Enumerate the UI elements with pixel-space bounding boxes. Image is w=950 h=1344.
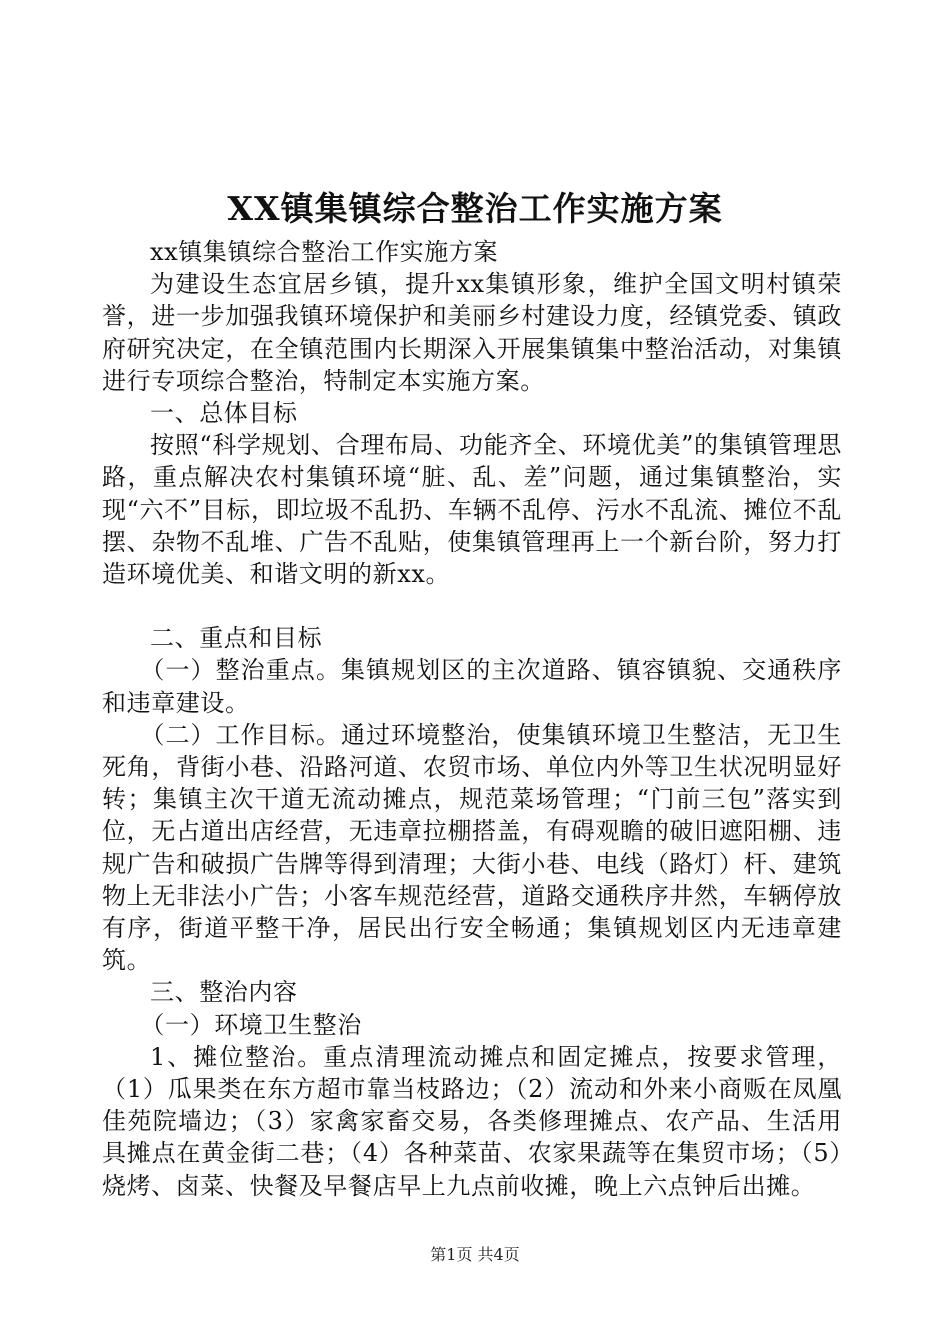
subsection-heading-1: （一）环境卫生整治 [140,1010,362,1039]
section-heading-1: 一、总体目标 [150,399,298,428]
document-body [102,236,842,1202]
paragraph-gap [102,590,842,622]
section-heading-3: 三、整治内容 [150,978,298,1007]
body-paragraph-focus: （一）整治重点。集镇规划区的主次道路、镇容镇貌、交通秩序和违章建设。 [102,656,842,717]
body-paragraph-stalls: 1、摊位整治。重点清理流动摊点和固定摊点，按要求管理，（1）瓜果类在东方超市靠当枝路边；（2）流动和外来小商贩在凤凰佳苑院墙边；（3）家禽家畜交易，各类修理摊点、农产品、生活用具摊点在黄金街二巷；（4）各种菜苗、农家果蔬等在集贸市场；（5）烧烤、卤菜、快餐及早餐店早上九点前收摊，晚上六点钟后出摊。 [102,1042,842,1200]
body-paragraph-targets: （二）工作目标。通过环境整治，使集镇环境卫生整洁，无卫生死角，背街小巷、沿路河道、农贸市场、单位内外等卫生状况明显好转；集镇主次干道无流动摊点，规范菜场管理；“门前三包”落实到位，无占道出店经营，无违章拉棚搭盖，有碍观瞻的破旧遮阳棚、违规广告和破损广告牌等得到清理；大街小巷、电线（路灯）杆、建筑物上无非法小广告；小客车规范经营，道路交通秩序井然，车辆停放有序，街道平整干净，居民出行安全畅通；集镇规划区内无违章建筑。 [102,720,842,975]
section-heading-2: 二、重点和目标 [150,624,323,653]
body-subtitle: xx镇集镇综合整治工作实施方案 [150,238,499,266]
body-paragraph-intro: 为建设生态宜居乡镇，提升xx集镇形象，维护全国文明村镇荣誉，进一步加强我镇环境保护和美丽乡村建设力度，经镇党委、镇政府研究决定，在全镇范围内长期深入开展集镇集中整治活动，对集镇进行专项综合整治，特制定本实施方案。 [102,270,842,395]
body-paragraph-goals: 按照“科学规划、合理布局、功能齐全、环境优美”的集镇管理思路，重点解决农村集镇环境“脏、乱、差”问题，通过集镇整治，实现“六不”目标，即垃圾不乱扔、车辆不乱停、污水不乱流、摊位不乱摆、杂物不乱堆、广告不乱贴，使集镇管理再上一个新台阶，努力打造环境优美、和谐文明的新xx。 [102,431,842,589]
document-title: XX镇集镇综合整治工作实施方案 [227,189,723,228]
page-footer: 第1页 共4页 [430,1245,520,1264]
